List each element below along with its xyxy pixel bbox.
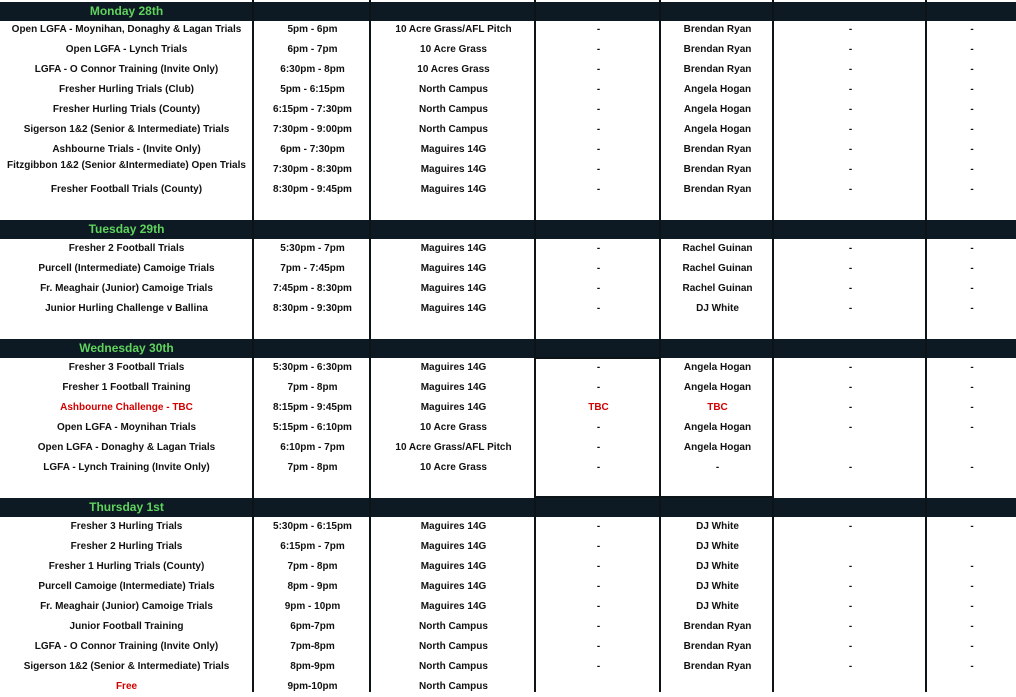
table-row — [0, 378, 1016, 398]
table-row — [0, 418, 1016, 438]
contact-cell: TBC — [707, 402, 728, 413]
col6-cell: - — [848, 144, 853, 155]
contact-cell: DJ White — [696, 581, 739, 592]
column-divider — [925, 0, 927, 692]
venue-cell: North Campus — [419, 641, 488, 652]
col6-cell: - — [848, 561, 853, 572]
col4-cell: - — [596, 521, 601, 532]
contact-cell: Brendan Ryan — [683, 621, 752, 632]
activity-cell: Sigerson 1&2 (Senior & Intermediate) Trials — [23, 661, 230, 672]
col7-cell: - — [970, 661, 974, 672]
table-row — [0, 438, 1016, 458]
table-row — [0, 80, 1016, 100]
day-header — [0, 498, 1016, 517]
venue-cell: Maguires 14G — [420, 362, 487, 373]
col7-cell: - — [970, 561, 974, 572]
col7-cell: - — [970, 44, 974, 55]
col4-cell: - — [596, 104, 601, 115]
col7-cell: - — [970, 283, 974, 294]
col6-cell: - — [848, 382, 853, 393]
col7-cell: - — [970, 581, 974, 592]
col6-cell: - — [848, 84, 853, 95]
col6-cell: - — [848, 661, 853, 672]
table-row — [0, 20, 1016, 40]
time-cell: 8:30pm - 9:45pm — [273, 184, 352, 195]
time-cell: 9pm - 10pm — [284, 601, 341, 612]
col4-cell: - — [596, 144, 601, 155]
col6-cell: - — [848, 283, 853, 294]
col4-cell: - — [596, 24, 601, 35]
col7-cell — [928, 677, 1016, 697]
col7-cell: - — [970, 104, 974, 115]
cell-border — [534, 496, 774, 498]
day-label: Tuesday 29th — [88, 222, 165, 236]
venue-cell: Maguires 14G — [420, 521, 487, 532]
activity-cell: Fresher 2 Football Trials — [68, 243, 185, 254]
contact-cell: Angela Hogan — [683, 442, 752, 453]
col4-cell: - — [596, 283, 601, 294]
col4-cell: - — [596, 362, 601, 373]
table-row — [0, 557, 1016, 577]
activity-cell: Purcell Camoige (Intermediate) Trials — [38, 581, 215, 592]
col4-cell: - — [596, 462, 601, 473]
activity-cell: Fresher Hurling Trials (Club) — [58, 84, 195, 95]
col6-cell: - — [848, 44, 853, 55]
contact-cell: DJ White — [696, 303, 739, 314]
col7-cell: - — [970, 621, 974, 632]
col4-cell: - — [596, 442, 601, 453]
venue-cell: Maguires 14G — [420, 243, 487, 254]
column-divider — [369, 0, 371, 692]
contact-cell: DJ White — [696, 601, 739, 612]
contact-cell: Angela Hogan — [683, 104, 752, 115]
contact-cell: Brendan Ryan — [683, 661, 752, 672]
time-cell: 7:30pm - 9:00pm — [273, 124, 352, 135]
col7-cell: - — [970, 243, 974, 254]
activity-cell: Fr. Meaghair (Junior) Camoige Trials — [40, 283, 213, 294]
venue-cell: 10 Acre Grass/AFL Pitch — [395, 442, 512, 453]
activity-cell: Sigerson 1&2 (Senior & Intermediate) Trials — [23, 124, 230, 135]
col6-cell: - — [848, 243, 853, 254]
activity-cell: Fresher Football Trials (County) — [50, 184, 203, 195]
col6-cell: - — [848, 402, 853, 413]
venue-cell: North Campus — [419, 661, 488, 672]
time-cell: 7pm - 8pm — [287, 462, 338, 473]
col7-cell: - — [970, 263, 974, 274]
table-row — [0, 537, 1016, 557]
venue-cell: Maguires 14G — [420, 164, 487, 175]
col4-cell: - — [596, 422, 601, 433]
col7-cell: - — [970, 601, 974, 612]
day-label: Monday 28th — [89, 4, 164, 18]
table-row — [0, 677, 1016, 697]
col4-cell: - — [596, 124, 601, 135]
col6-cell: - — [848, 184, 853, 195]
table-row — [0, 140, 1016, 160]
time-cell: 7pm - 7:45pm — [280, 263, 345, 274]
col6-cell: - — [848, 621, 853, 632]
col4-cell — [537, 677, 660, 697]
contact-cell: DJ White — [696, 541, 739, 552]
table-row — [0, 597, 1016, 617]
venue-cell: North Campus — [419, 621, 488, 632]
col7-cell: - — [970, 24, 974, 35]
col7-cell: - — [970, 144, 974, 155]
table-row — [0, 657, 1016, 677]
activity-cell: LGFA - O Connor Training (Invite Only) — [34, 64, 219, 75]
col4-cell: - — [596, 64, 601, 75]
table-row — [0, 60, 1016, 80]
col6-cell: - — [848, 362, 853, 373]
col7-cell: - — [970, 184, 974, 195]
activity-cell: Purcell (Intermediate) Camoige Trials — [38, 263, 215, 274]
activity-cell: Fresher 2 Hurling Trials — [70, 541, 183, 552]
col4-cell: - — [596, 303, 601, 314]
col4-cell: - — [596, 581, 601, 592]
venue-cell: 10 Acre Grass — [420, 422, 487, 433]
activity-cell: Ashbourne Trials - (Invite Only) — [52, 144, 201, 155]
activity-cell: Junior Football Training — [69, 621, 184, 632]
col6-cell — [775, 537, 926, 557]
table-row — [0, 577, 1016, 597]
col7-cell: - — [970, 641, 974, 652]
day-header — [0, 2, 1016, 21]
venue-cell: Maguires 14G — [420, 541, 487, 552]
table-row — [0, 279, 1016, 299]
table-row — [0, 259, 1016, 279]
venue-cell: Maguires 14G — [420, 283, 487, 294]
contact-cell: - — [715, 462, 720, 473]
col6-cell: - — [848, 521, 853, 532]
col7-cell: - — [970, 462, 974, 473]
venue-cell: 10 Acre Grass/AFL Pitch — [395, 24, 512, 35]
col4-cell: - — [596, 541, 601, 552]
contact-cell: Rachel Guinan — [682, 283, 753, 294]
col4-cell: - — [596, 661, 601, 672]
col7-cell — [928, 537, 1016, 557]
time-cell: 7pm-8pm — [290, 641, 335, 652]
table-row — [0, 299, 1016, 319]
activity-cell: Open LGFA - Donaghy & Lagan Trials — [37, 442, 216, 453]
table-row — [0, 100, 1016, 120]
contact-cell: Angela Hogan — [683, 422, 752, 433]
col6-cell: - — [848, 601, 853, 612]
col7-cell — [928, 438, 1016, 458]
venue-cell: Maguires 14G — [420, 402, 487, 413]
activity-cell: Ashbourne Challenge - TBC — [60, 402, 193, 413]
activity-cell: Open LGFA - Moynihan Trials — [56, 422, 197, 433]
venue-cell: 10 Acre Grass — [420, 44, 487, 55]
table-row — [0, 239, 1016, 259]
time-cell: 8:30pm - 9:30pm — [273, 303, 352, 314]
activity-cell: LGFA - O Connor Training (Invite Only) — [34, 641, 219, 652]
table-row — [0, 458, 1016, 478]
table-row — [0, 398, 1016, 418]
venue-cell: Maguires 14G — [420, 382, 487, 393]
column-divider — [534, 0, 536, 692]
contact-cell: Angela Hogan — [683, 124, 752, 135]
table-row — [0, 120, 1016, 140]
col6-cell: - — [848, 104, 853, 115]
day-label: Thursday 1st — [89, 500, 164, 514]
time-cell: 5:15pm - 6:10pm — [273, 422, 352, 433]
table-row — [0, 517, 1016, 537]
col4-cell: - — [596, 84, 601, 95]
col4-cell: - — [596, 44, 601, 55]
contact-cell: Brendan Ryan — [683, 44, 752, 55]
activity-cell: Open LGFA - Moynihan, Donaghy & Lagan Trials — [11, 24, 242, 35]
contact-cell: DJ White — [696, 561, 739, 572]
time-cell: 6pm - 7:30pm — [280, 144, 345, 155]
col4-cell: - — [596, 263, 601, 274]
table-row — [0, 617, 1016, 637]
col4-cell: TBC — [588, 402, 609, 413]
venue-cell: Maguires 14G — [420, 581, 487, 592]
contact-cell: Rachel Guinan — [682, 243, 753, 254]
time-cell: 7:30pm - 8:30pm — [273, 164, 352, 175]
time-cell: 6pm-7pm — [290, 621, 335, 632]
contact-cell: Rachel Guinan — [682, 263, 753, 274]
venue-cell: 10 Acres Grass — [417, 64, 490, 75]
contact-cell: Angela Hogan — [683, 362, 752, 373]
venue-cell: Maguires 14G — [420, 184, 487, 195]
time-cell: 5:30pm - 6:15pm — [273, 521, 352, 532]
col6-cell: - — [848, 581, 853, 592]
col4-cell: - — [596, 641, 601, 652]
col7-cell: - — [970, 64, 974, 75]
col7-cell: - — [970, 303, 974, 314]
time-cell: 6:30pm - 8pm — [280, 64, 345, 75]
col7-cell: - — [970, 521, 974, 532]
table-row — [0, 358, 1016, 378]
venue-cell: North Campus — [419, 104, 488, 115]
time-cell: 5:30pm - 6:30pm — [273, 362, 352, 373]
time-cell: 7:45pm - 8:30pm — [273, 283, 352, 294]
column-divider — [659, 0, 661, 692]
col6-cell: - — [848, 24, 853, 35]
day-label: Wednesday 30th — [79, 341, 174, 355]
activity-cell: Fitzgibbon 1&2 (Senior &Intermediate) Open Trials — [7, 160, 246, 171]
cell-border — [534, 357, 661, 359]
col6-cell: - — [848, 422, 853, 433]
col7-cell: - — [970, 124, 974, 135]
day-header — [0, 339, 1016, 358]
col4-cell: - — [596, 601, 601, 612]
venue-cell: Maguires 14G — [420, 303, 487, 314]
col6-cell: - — [848, 462, 853, 473]
col6-cell — [775, 438, 926, 458]
col4-cell: - — [596, 561, 601, 572]
col6-cell: - — [848, 64, 853, 75]
activity-cell: Fresher Hurling Trials (County) — [52, 104, 201, 115]
col6-cell — [775, 677, 926, 697]
col6-cell: - — [848, 164, 853, 175]
contact-cell: Angela Hogan — [683, 84, 752, 95]
contact-cell — [662, 677, 773, 697]
contact-cell: Brendan Ryan — [683, 64, 752, 75]
time-cell: 8pm - 9pm — [287, 581, 338, 592]
col4-cell: - — [596, 164, 601, 175]
col6-cell: - — [848, 263, 853, 274]
table-row — [0, 180, 1016, 200]
table-row — [0, 637, 1016, 657]
col4-cell: - — [596, 621, 601, 632]
time-cell: 6:10pm - 7pm — [280, 442, 345, 453]
venue-cell: North Campus — [419, 84, 488, 95]
contact-cell: Brendan Ryan — [683, 144, 752, 155]
col7-cell: - — [970, 362, 974, 373]
activity-cell: Fresher 1 Football Training — [62, 382, 191, 393]
time-cell: 5:30pm - 7pm — [280, 243, 345, 254]
col6-cell: - — [848, 124, 853, 135]
col7-cell: - — [970, 402, 974, 413]
table-row — [0, 160, 1016, 180]
time-cell: 5pm - 6pm — [287, 24, 338, 35]
col4-cell: - — [596, 382, 601, 393]
col4-cell: - — [596, 184, 601, 195]
contact-cell: Angela Hogan — [683, 382, 752, 393]
table-row — [0, 40, 1016, 60]
activity-cell: Fresher 3 Hurling Trials — [70, 521, 183, 532]
contact-cell: DJ White — [696, 521, 739, 532]
venue-cell: Maguires 14G — [420, 601, 487, 612]
time-cell: 8:15pm - 9:45pm — [273, 402, 352, 413]
venue-cell: North Campus — [419, 681, 488, 692]
activity-cell: Fresher 3 Football Trials — [68, 362, 185, 373]
contact-cell: Brendan Ryan — [683, 641, 752, 652]
col7-cell: - — [970, 84, 974, 95]
col6-cell: - — [848, 641, 853, 652]
venue-cell: 10 Acre Grass — [420, 462, 487, 473]
col6-cell: - — [848, 303, 853, 314]
time-cell: 7pm - 8pm — [287, 382, 338, 393]
day-header — [0, 220, 1016, 239]
time-cell: 6:15pm - 7:30pm — [273, 104, 352, 115]
activity-cell: Open LGFA - Lynch Trials — [65, 44, 188, 55]
time-cell: 9pm-10pm — [287, 681, 338, 692]
time-cell: 6:15pm - 7pm — [280, 541, 345, 552]
venue-cell: Maguires 14G — [420, 263, 487, 274]
time-cell: 8pm-9pm — [290, 661, 335, 672]
venue-cell: Maguires 14G — [420, 144, 487, 155]
contact-cell: Brendan Ryan — [683, 184, 752, 195]
time-cell: 7pm - 8pm — [287, 561, 338, 572]
venue-cell: North Campus — [419, 124, 488, 135]
col4-cell: - — [596, 243, 601, 254]
activity-cell: Free — [115, 681, 138, 692]
column-divider — [252, 0, 254, 692]
activity-cell: LGFA - Lynch Training (Invite Only) — [43, 462, 210, 473]
col7-cell: - — [970, 422, 974, 433]
contact-cell: Brendan Ryan — [683, 164, 752, 175]
col7-cell: - — [970, 164, 974, 175]
venue-cell: Maguires 14G — [420, 561, 487, 572]
col7-cell: - — [970, 382, 974, 393]
activity-cell: Junior Hurling Challenge v Ballina — [45, 303, 208, 314]
activity-cell: Fr. Meaghair (Junior) Camoige Trials — [40, 601, 213, 612]
time-cell: 5pm - 6:15pm — [280, 84, 345, 95]
time-cell: 6pm - 7pm — [287, 44, 338, 55]
contact-cell: Brendan Ryan — [683, 24, 752, 35]
column-divider — [772, 0, 774, 692]
activity-cell: Fresher 1 Hurling Trials (County) — [48, 561, 205, 572]
